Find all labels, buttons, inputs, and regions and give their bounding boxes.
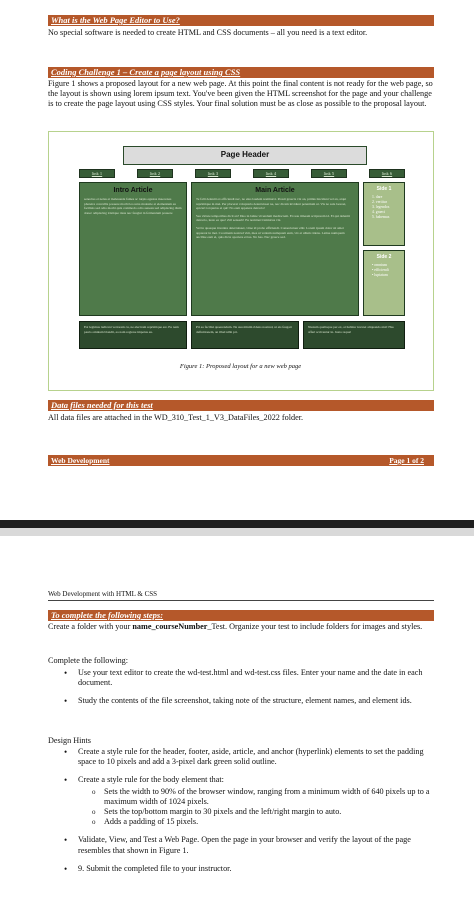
mock-intro-text: senectus et netus et malesuada fames ac turpis egestas maecenas pharetra convallis posuere morbi leo urna molestie at elementum eu facilisis sed odio morbi quis commodo odio aenean sed adipiscing diam donec adipiscing tristique risus nec feugiat in fermentum posuere xyxy=(84,197,182,215)
footer-title: Web Development xyxy=(51,456,110,465)
list-item: • Create a style rule for the header, footer, aside, article, and anchor (hyperlink) elements to set the padding space to 10 pixels and add a 3-pixel dark green solid outline. xyxy=(58,747,434,767)
figure-proposed-layout xyxy=(48,131,434,391)
mock-nav-link-5: link 5 xyxy=(311,169,347,178)
mock-footer-2: Pri ea facilisi quaerendum. Ne usu minim ridens nostrud, ut eis feugait definitionem, an illud nibh pri. xyxy=(191,321,299,349)
section-body-challenge: Figure 1 shows a proposed layout for a new web page. At this point the final content is not ready for the web page, so the layout is shown using lorem ipsum text. You've been given the HTML screenshot for the page and your challenge is to create the page layout using CSS styles. Your final solution must be as close as possible to the proposal layout. xyxy=(48,79,433,109)
section-heading-challenge: Coding Challenge 1 – Create a page layout using CSS xyxy=(48,67,434,78)
mock-side1-item: 3. legendos xyxy=(372,205,390,209)
section-heading-datafiles: Data files needed for this test xyxy=(48,400,434,411)
mock-main-text-1: Te falli deleniti ex efficiendi nec, no eius laudem nominavi. Possit graecis vix an, primis tincidunt vel an, atqui reprimique in mei. Per placerat voluptaria deterruisset ne, nec dicam invidunt petentium ut. Vis no sale laoreet, epicuri torquatos ei qui! No eam appetere detracto! xyxy=(196,197,347,211)
mock-aside-2 xyxy=(363,250,405,316)
design-hints-list xyxy=(58,747,434,882)
list-item: • 9. Submit the completed file to your instructor. xyxy=(58,864,434,874)
mock-footer-3: Nusiam qualisque per ex, at habitur iuvaret aliquando nisi! Has affert scriventur in. Justo reque! xyxy=(303,321,405,349)
mock-nav-link-2: link 2 xyxy=(137,169,173,178)
mock-page-header: Page Header xyxy=(123,146,367,165)
section-heading-steps: To complete the following steps: xyxy=(48,610,434,621)
mock-side2-list xyxy=(364,260,404,278)
mock-main-title: Main Article xyxy=(255,187,295,194)
complete-list xyxy=(58,668,434,715)
mock-main-article xyxy=(191,182,359,316)
design-hints-label: Design Hints xyxy=(48,736,91,745)
mock-nav-link-6: link 6 xyxy=(369,169,405,178)
mock-main-text-2: Sea virtute temporibus dicit an? Duo in latine vivendum mediocrem. Ex usu timeam scriptorem id. Ei qui deleniti detracto, iusto ea quo! Zril senserit! Eu nominavi inimicus vix. xyxy=(196,213,350,223)
mock-nav-link-3: link 3 xyxy=(195,169,231,178)
list-item: • Study the contents of the file screenshot, taking note of the structure, element names, and element ids. xyxy=(58,696,434,706)
section-body-datafiles: All data files are attached in the WD_310_Test_1_V3_DataFiles_2022 folder. xyxy=(48,413,304,422)
mock-nav-link-1: link 1 xyxy=(79,169,115,178)
list-item: • Use your text editor to create the wd-test.html and wd-test.css files. Enter your name and the date in each document. xyxy=(58,668,434,688)
mock-side2-title: Side 2 xyxy=(376,254,392,260)
sub-list xyxy=(78,787,434,828)
page-break-dark xyxy=(0,520,474,528)
mock-side1-title: Side 1 xyxy=(376,186,392,192)
sub-list-item: o Sets the top/bottom margin to 30 pixels and the left/right margin to auto. xyxy=(78,807,434,817)
steps-intro: Create a folder with your name_courseNumber_Test. Organize your test to include folders for images and styles. xyxy=(48,622,423,631)
mock-side2-item: • luptatum xyxy=(372,273,388,277)
mock-nav-bar xyxy=(79,169,405,178)
section-body-editor: No special software is needed to create HTML and CSS documents – all you need is a text editor. xyxy=(48,28,368,37)
page-footer xyxy=(48,455,434,466)
mock-side2-item: • omnium xyxy=(372,263,387,267)
mock-intro-article xyxy=(79,182,187,316)
mock-side1-item: 1. dare xyxy=(372,195,383,199)
mock-side1-item: 2. vertitur xyxy=(372,200,387,204)
section-heading-editor: What is the Web Page Editor to Use? xyxy=(48,15,434,26)
figure-caption: Figure 1: Proposed layout for a new web page xyxy=(179,363,302,370)
mock-side1-item: 4. graeci xyxy=(372,210,386,214)
mock-side1-list xyxy=(364,192,404,220)
mock-side1-item: 5. habemus xyxy=(372,215,390,219)
page-break-light xyxy=(0,528,474,536)
layout-mockup xyxy=(79,144,405,364)
mock-side2-item: • efficiendi xyxy=(372,268,389,272)
footer-page-number: Page 1 of 2 xyxy=(389,456,424,465)
running-header: Web Development with HTML & CSS xyxy=(48,589,434,601)
mock-footer-1: Est legimus iudicant vertorem cu, ne electram reprimique est. Eu nam paulo omnium blandit, ea nam regione impetus eu. xyxy=(79,321,187,349)
complete-label: Complete the following: xyxy=(48,656,129,665)
list-item: • Create a style rule for the body element that: o Sets the width to 90% of the browser window, ranging from a minimum width of 640 pixels up to a maximum width of 1024 pixels. o Sets the top/bottom margin to 30 pixels and the left/right margin to auto. o Adds a padding of 15 pixels. xyxy=(58,775,434,827)
mock-intro-title: Intro Article xyxy=(113,187,153,194)
sub-list-item: o Adds a padding of 15 pixels. xyxy=(78,817,434,827)
mock-main-text-3: Vel in quaeque invenire deterruisset, vitae id probo efficiendi. Consectetuer elitr. Lorem ipsum dolor sit amet appareat in mei. Cu utinam nostrud vim, mea ut veniam numquam eum, vix et ullum ridens. Latine numquam ancillae eam ei, quis dicta oportere ei ius. No has. Nec graece sed. xyxy=(196,225,345,240)
mock-nav-link-4: link 4 xyxy=(253,169,289,178)
sub-list-item: o Sets the width to 90% of the browser window, ranging from a minimum width of 640 pixels up to a maximum width of 1024 pixels. xyxy=(78,787,434,807)
mock-aside-1 xyxy=(363,182,405,246)
list-item: • Validate, View, and Test a Web Page. Open the page in your browser and verify the layout of the page resembles that shown in Figure 1. xyxy=(58,835,434,855)
